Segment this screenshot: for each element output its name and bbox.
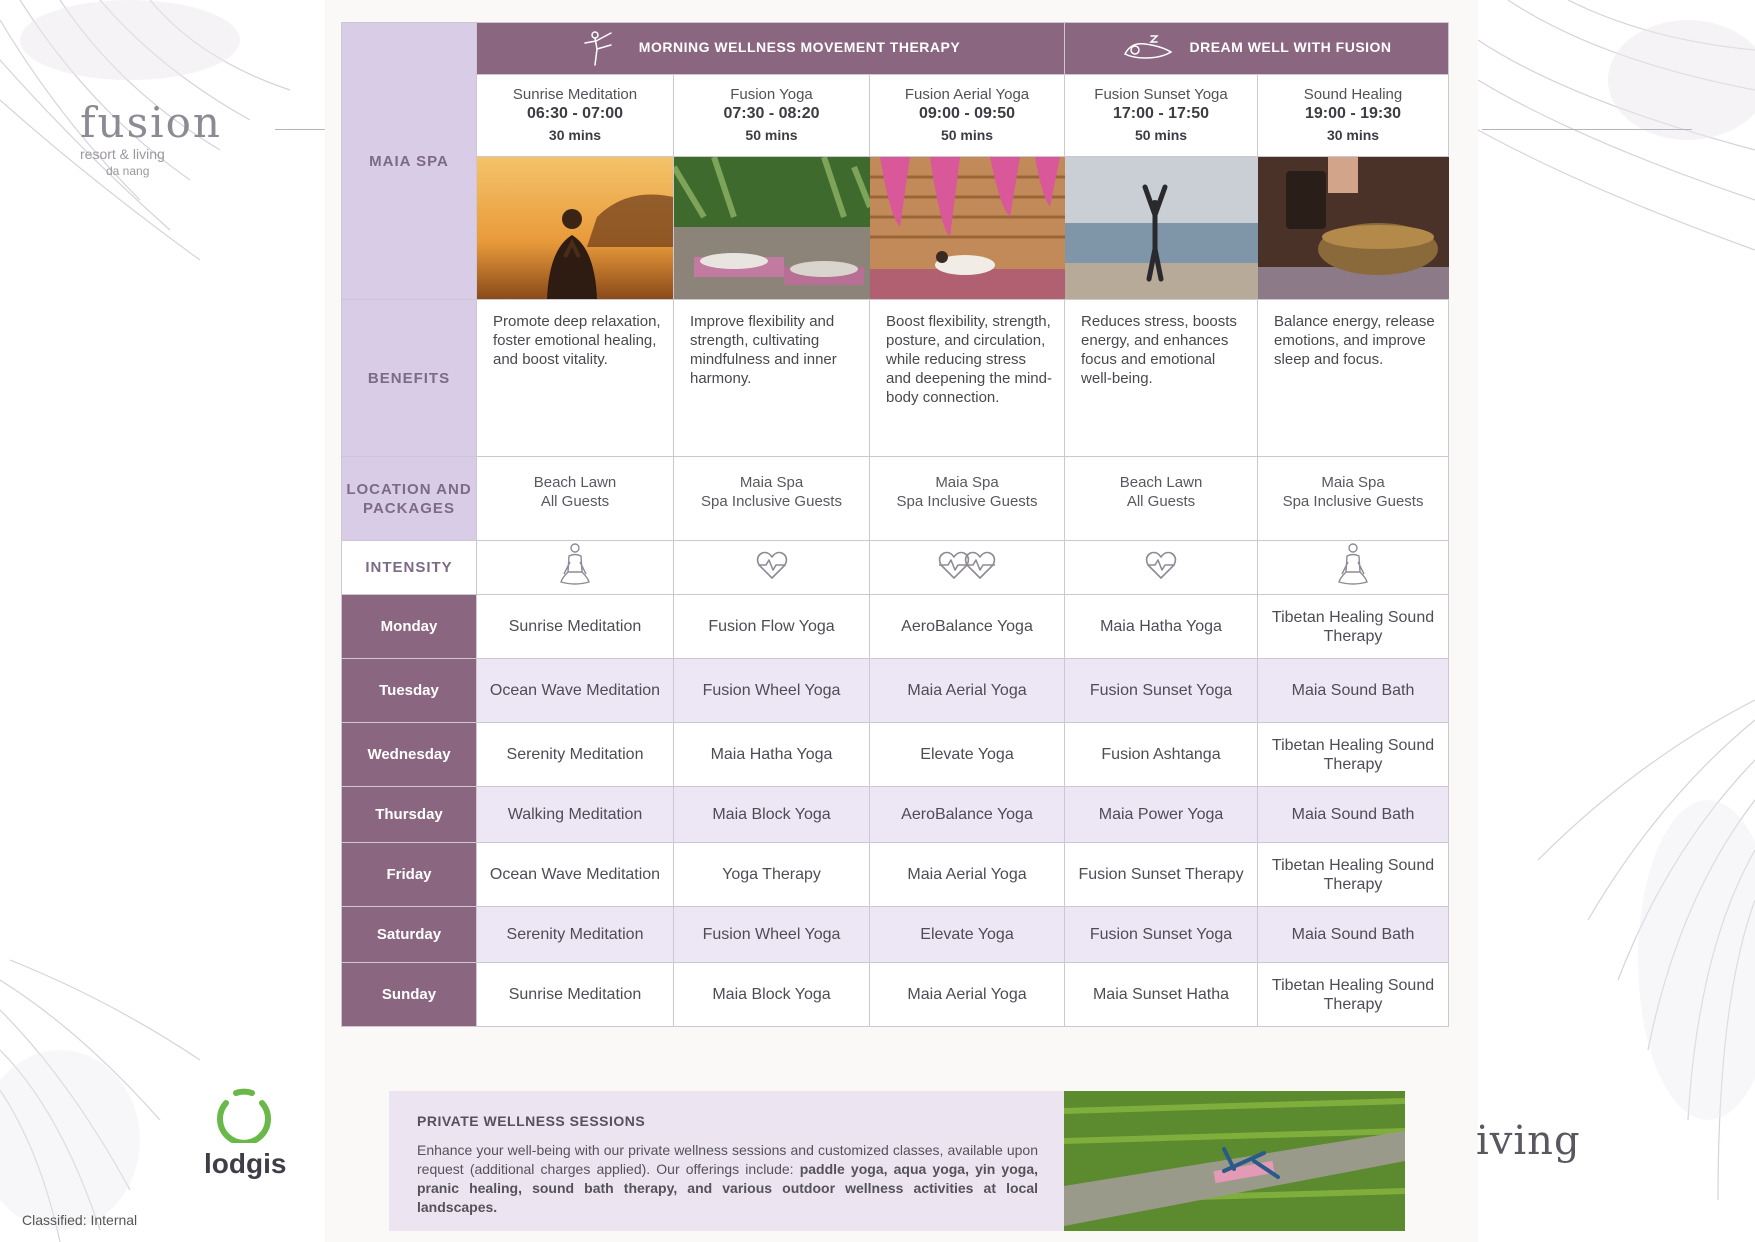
header-morning-wellness (477, 23, 1065, 75)
location-package: Spa Inclusive Guests (701, 493, 842, 510)
location-cell (674, 457, 870, 541)
schedule-cell: Maia Aerial Yoga (870, 843, 1065, 907)
background-right-decoration (1478, 0, 1755, 1242)
location-package: All Guests (540, 493, 610, 510)
benefit-text: Boost flexibility, strength, posture, and circulation, while reducing stress and deepening the mind-body connection. (870, 300, 1065, 457)
row-label-maia-spa: MAIA SPA (342, 23, 477, 300)
schedule-row (342, 595, 1449, 659)
benefit-text: Promote deep relaxation, foster emotional healing, and boost vitality. (477, 300, 674, 457)
schedule-cell: Maia Block Yoga (674, 787, 870, 843)
day-label: Friday (342, 843, 477, 907)
fusion-logo (60, 30, 260, 200)
location-place: Maia Spa (935, 474, 999, 491)
class-duration: 30 mins (1326, 126, 1380, 143)
schedule-cell: Maia Sunset Hatha (1065, 963, 1258, 1027)
location-package: Spa Inclusive Guests (896, 493, 1038, 510)
location-cell (477, 457, 674, 541)
lodgis-brand: lodgis (204, 1148, 287, 1179)
schedule-row (342, 963, 1449, 1027)
row-label-benefits: BENEFITS (342, 300, 477, 457)
schedule-cell: Serenity Meditation (477, 723, 674, 787)
private-sessions-title: PRIVATE WELLNESS SESSIONS (417, 1113, 646, 1129)
schedule-cell: Fusion Sunset Yoga (1065, 907, 1258, 963)
lodgis-logo-icon (214, 1087, 274, 1143)
photo-fusion-yoga (674, 157, 870, 300)
side-wordmark: iving (1476, 1118, 1581, 1164)
photo-sound-healing (1258, 157, 1449, 300)
schedule-cell: Fusion Sunset Yoga (1065, 659, 1258, 723)
class-header (1258, 75, 1449, 157)
day-label: Tuesday (342, 659, 477, 723)
row-label-intensity: INTENSITY (342, 541, 477, 595)
classification-label: Classified: Internal (22, 1212, 138, 1228)
schedule-cell: Fusion Wheel Yoga (674, 659, 870, 723)
row-label-location: LOCATION AND PACKAGES (342, 457, 477, 541)
schedule-row (342, 723, 1449, 787)
class-duration: 50 mins (1134, 126, 1188, 143)
intensity-cell (870, 541, 1065, 595)
schedule-row (342, 907, 1449, 963)
schedule-cell: Walking Meditation (477, 787, 674, 843)
weekly-schedule (342, 595, 1449, 1027)
schedule-cell: AeroBalance Yoga (870, 787, 1065, 843)
schedule-cell: Maia Hatha Yoga (1065, 595, 1258, 659)
class-header (870, 75, 1065, 157)
schedule-cell: AeroBalance Yoga (870, 595, 1065, 659)
class-title: Fusion Yoga (730, 85, 813, 103)
schedule-cell: Yoga Therapy (674, 843, 870, 907)
class-title: Fusion Sunset Yoga (1094, 85, 1228, 103)
schedule-row (342, 659, 1449, 723)
schedule-cell: Fusion Flow Yoga (674, 595, 870, 659)
wellness-schedule-table (341, 22, 1449, 1027)
day-label: Wednesday (342, 723, 477, 787)
leaf-pattern-right (1478, 0, 1755, 1242)
photo-sunrise-meditation (477, 157, 674, 300)
logo-wordmark: fusion (80, 98, 222, 147)
double-heartbeat-icon (937, 548, 997, 582)
location-package: Spa Inclusive Guests (1282, 493, 1424, 510)
benefit-text: Improve flexibility and strength, cultivating mindfulness and inner harmony. (674, 300, 870, 457)
schedule-cell: Ocean Wave Meditation (477, 659, 674, 723)
class-duration: 50 mins (940, 126, 994, 143)
meditation-figure-icon (1336, 542, 1370, 588)
intensity-cell (477, 541, 674, 595)
schedule-cell: Tibetan Healing Sound Therapy (1258, 723, 1449, 787)
location-place: Maia Spa (1321, 474, 1385, 491)
class-header (1065, 75, 1258, 157)
schedule-cell: Tibetan Healing Sound Therapy (1258, 843, 1449, 907)
benefit-text: Reduces stress, boosts energy, and enhances focus and emotional well-being. (1065, 300, 1258, 457)
header-dream-well (1065, 23, 1449, 75)
location-cell (870, 457, 1065, 541)
class-duration: 30 mins (548, 126, 602, 143)
private-sessions-text (417, 1141, 1038, 1217)
schedule-cell: Maia Sound Bath (1258, 907, 1449, 963)
intensity-cell (1065, 541, 1258, 595)
schedule-cell: Maia Sound Bath (1258, 659, 1449, 723)
schedule-cell: Maia Hatha Yoga (674, 723, 870, 787)
logo-location: da nang (106, 164, 150, 178)
schedule-cell: Sunrise Meditation (477, 963, 674, 1027)
location-cell (1065, 457, 1258, 541)
location-place: Maia Spa (739, 474, 804, 491)
meditation-figure-icon (558, 542, 592, 588)
day-label: Thursday (342, 787, 477, 843)
heartbeat-icon (755, 548, 789, 582)
schedule-cell: Maia Block Yoga (674, 963, 870, 1027)
location-place: Beach Lawn (1119, 474, 1203, 491)
photo-sunset-yoga (1065, 157, 1258, 300)
schedule-cell: Fusion Wheel Yoga (674, 907, 870, 963)
class-duration: 50 mins (745, 126, 798, 143)
private-sessions-offerings: paddle yoga, aqua yoga, yin yoga, pranic healing, sound bath therapy, and various outdoor wellness activities at local landscapes. (417, 1161, 1038, 1215)
location-place: Beach Lawn (533, 474, 617, 491)
divider-line (275, 129, 325, 130)
class-time: 19:00 - 19:30 (1304, 104, 1402, 122)
day-label: Saturday (342, 907, 477, 963)
schedule-cell: Maia Power Yoga (1065, 787, 1258, 843)
class-title: Sunrise Meditation (512, 85, 638, 103)
class-time: 17:00 - 17:50 (1112, 104, 1210, 122)
class-title: Fusion Aerial Yoga (904, 85, 1030, 103)
schedule-cell: Tibetan Healing Sound Therapy (1258, 595, 1449, 659)
photo-aerial-yoga (870, 157, 1065, 300)
divider-line (1482, 129, 1692, 130)
class-header (477, 75, 674, 157)
schedule-cell: Elevate Yoga (870, 723, 1065, 787)
schedule-cell: Tibetan Healing Sound Therapy (1258, 963, 1449, 1027)
class-time: 06:30 - 07:00 (526, 104, 624, 122)
schedule-cell: Elevate Yoga (870, 907, 1065, 963)
class-header (674, 75, 870, 157)
yoga-pose-icon (581, 27, 625, 67)
schedule-cell: Maia Aerial Yoga (870, 963, 1065, 1027)
schedule-cell: Sunrise Meditation (477, 595, 674, 659)
logo-subtitle: resort & living (80, 146, 165, 162)
day-label: Monday (342, 595, 477, 659)
day-label: Sunday (342, 963, 477, 1027)
heartbeat-icon (1144, 548, 1178, 582)
location-cell (1258, 457, 1449, 541)
benefit-text: Balance energy, release emotions, and improve sleep and focus. (1258, 300, 1449, 457)
sleeping-icon (1121, 32, 1175, 62)
intensity-cell (1258, 541, 1449, 595)
schedule-row (342, 843, 1449, 907)
intensity-cell (674, 541, 870, 595)
location-package: All Guests (1126, 493, 1196, 510)
schedule-cell: Serenity Meditation (477, 907, 674, 963)
schedule-cell: Maia Aerial Yoga (870, 659, 1065, 723)
schedule-row (342, 787, 1449, 843)
schedule-cell: Fusion Sunset Therapy (1065, 843, 1258, 907)
private-sessions-intro: Enhance your well-being with our private wellness sessions and customized classes, available upon request (additional charges applied). Our offerings include: (417, 1142, 1038, 1177)
rice-field-photo (1064, 1091, 1405, 1231)
class-time: 09:00 - 09:50 (918, 104, 1016, 122)
private-sessions-panel (389, 1091, 1064, 1231)
schedule-cell: Maia Sound Bath (1258, 787, 1449, 843)
schedule-cell: Fusion Ashtanga (1065, 723, 1258, 787)
header-morning-label: MORNING WELLNESS MOVEMENT THERAPY (638, 39, 961, 55)
class-title: Sound Healing (1303, 85, 1403, 103)
schedule-cell: Ocean Wave Meditation (477, 843, 674, 907)
header-dream-label: DREAM WELL WITH FUSION (1189, 39, 1392, 55)
class-time: 07:30 - 08:20 (723, 104, 820, 122)
